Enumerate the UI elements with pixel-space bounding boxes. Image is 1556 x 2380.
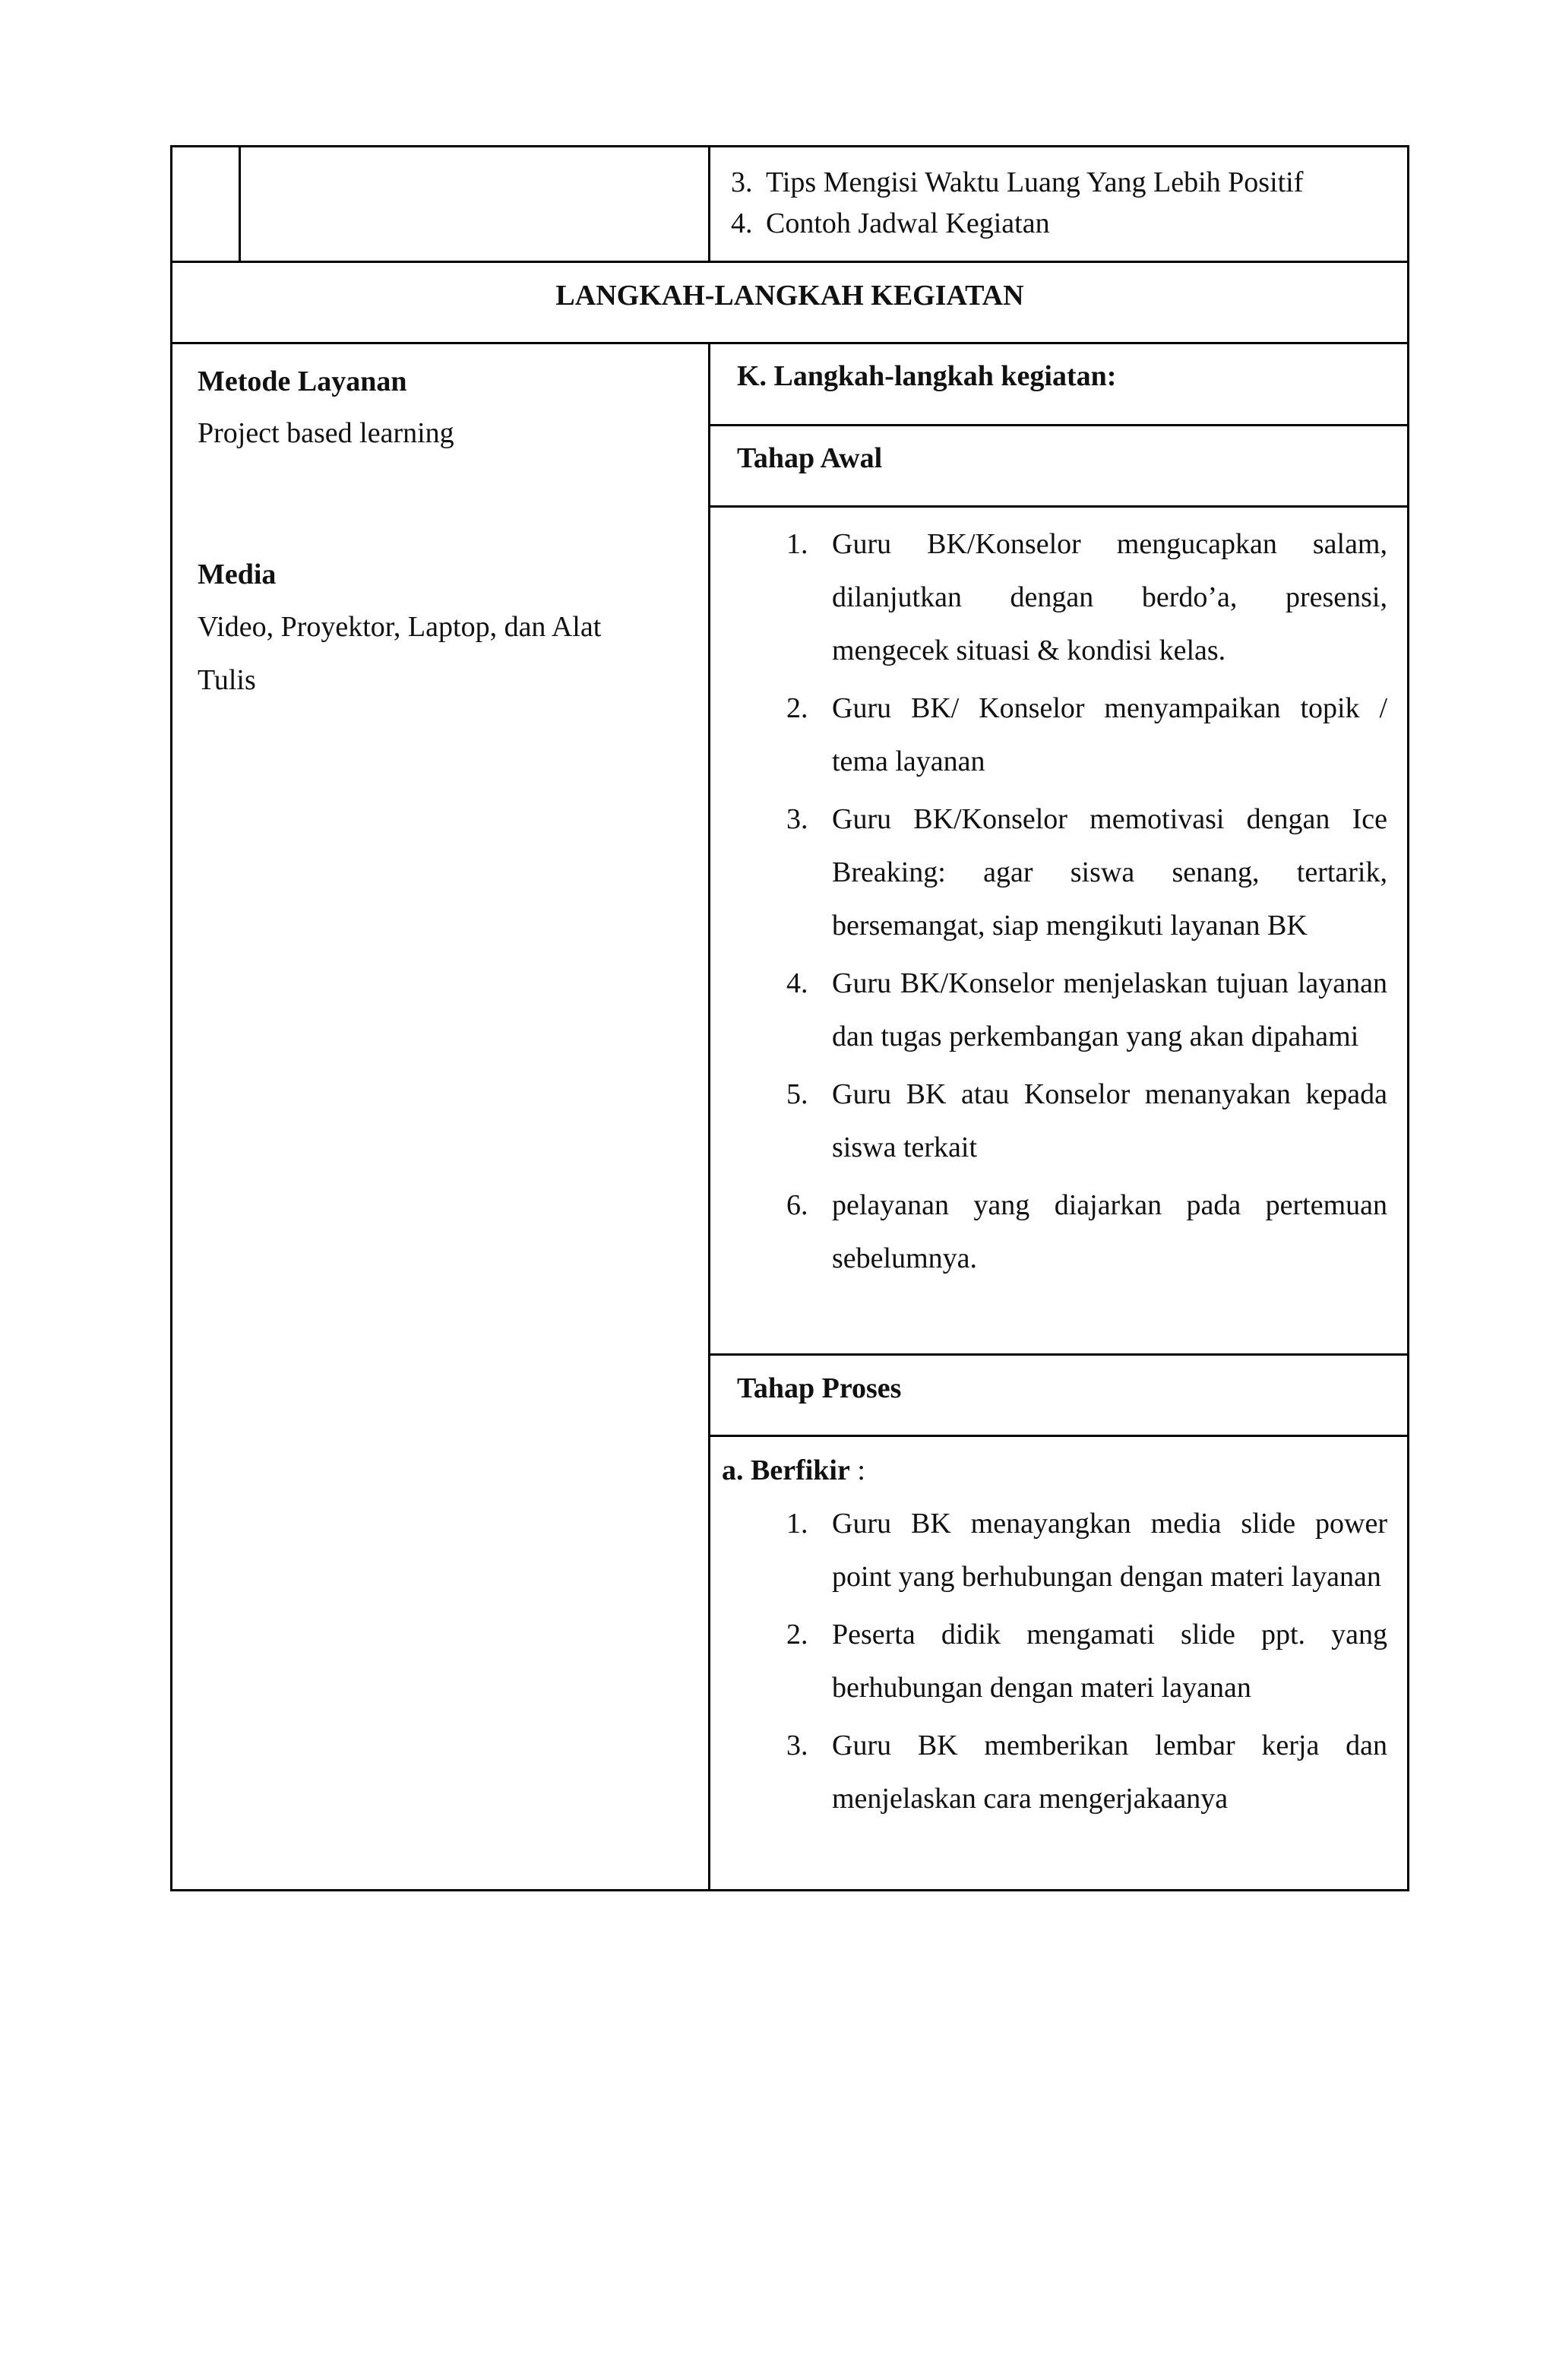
table-border-col-a bbox=[239, 145, 241, 263]
tahap-proses-heading: Tahap Proses bbox=[737, 1372, 902, 1404]
table-border-bottom bbox=[170, 1889, 1409, 1891]
list-item: 4. Contoh Jadwal Kegiatan bbox=[731, 207, 1050, 239]
section-heading: LANGKAH-LANGKAH KEGIATAN bbox=[555, 280, 1024, 312]
table-border-left bbox=[170, 145, 172, 1891]
table-border-right bbox=[1407, 145, 1409, 1891]
list-item: 2. Guru BK/ Konselor menyampaikan topik / tema layanan bbox=[786, 692, 1387, 777]
table-border-right-2 bbox=[708, 505, 1409, 508]
tahap-awal-heading: Tahap Awal bbox=[737, 442, 883, 474]
top-list bbox=[731, 162, 1399, 244]
list-item: 2. Peserta didik mengamati slide ppt. yang berhubungan dengan materi layanan bbox=[786, 1619, 1387, 1704]
list-item: 1. Guru BK/Konselor mengucapkan salam, dilanjutkan dengan berdo’a, presensi, mengecek situasi & kondisi kelas. bbox=[786, 528, 1387, 666]
berfikir-list bbox=[710, 1497, 1407, 1830]
langkah-heading: K. Langkah-langkah kegiatan: bbox=[737, 360, 1117, 392]
metode-title: Metode Layanan bbox=[198, 366, 407, 397]
list-item: 3. Tips Mengisi Waktu Luang Yang Lebih Positif bbox=[731, 166, 1304, 198]
table-border-right-3 bbox=[708, 1353, 1409, 1356]
table-border-col-b bbox=[708, 145, 710, 263]
berfikir-label: a. Berfikir : bbox=[722, 1454, 865, 1486]
left-column bbox=[198, 356, 684, 707]
list-item: 5. Guru BK atau Konselor menanyakan kepada siswa terkait bbox=[786, 1078, 1387, 1163]
table-border-row1 bbox=[170, 261, 1409, 263]
metode-value: Project based learning bbox=[198, 417, 454, 449]
table-border-row2 bbox=[170, 342, 1409, 344]
table-border-top bbox=[170, 145, 1409, 147]
table-border-right-4 bbox=[708, 1435, 1409, 1437]
list-item: 6. pelayanan yang diajarkan pada pertemuan sebelumnya. bbox=[786, 1189, 1387, 1274]
table-border-right-1 bbox=[708, 424, 1409, 426]
list-item: 4. Guru BK/Konselor menjelaskan tujuan layanan dan tugas perkembangan yang akan dipahami bbox=[786, 967, 1387, 1052]
list-item: 3. Guru BK/Konselor memotivasi dengan Ice Breaking: agar siswa senang, tertarik, bersemangat, siap mengikuti layanan BK bbox=[786, 803, 1387, 942]
list-item: 1. Guru BK menayangkan media slide power point yang berhubungan dengan materi layanan bbox=[786, 1508, 1387, 1593]
media-value: Video, Proyektor, Laptop, dan Alat Tulis bbox=[198, 611, 602, 696]
list-item: 3. Guru BK memberikan lembar kerja dan menjelaskan cara mengerjakaanya bbox=[786, 1730, 1387, 1815]
tahap-awal-list bbox=[710, 517, 1407, 1290]
media-title: Media bbox=[198, 559, 277, 590]
